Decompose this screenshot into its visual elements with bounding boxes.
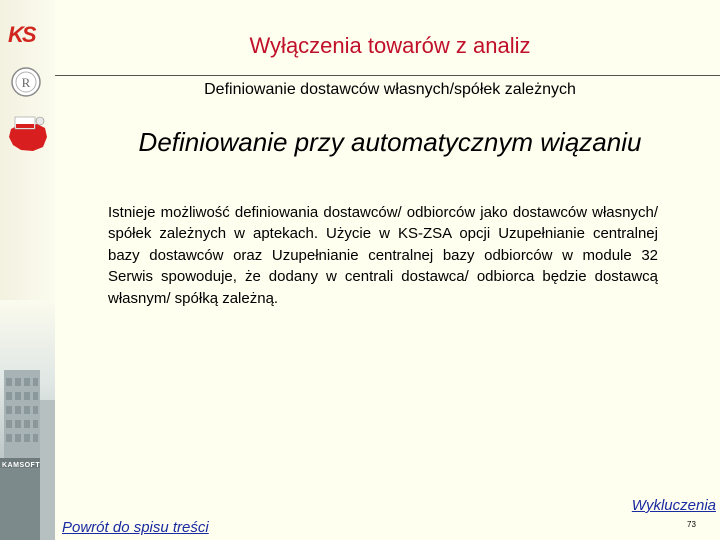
ks-logo: KS bbox=[8, 22, 35, 47]
office-building-image bbox=[0, 300, 55, 540]
body-text: Istnieje możliwość definiowania dostawców/ odbiorców jako dostawców własnych/ spółek zależnych w aptekach. Użycie w KS-ZSA opcji Uzupełnianie centralnej bazy dostawców oraz Uzupełnianie centralnej bazy odbiorców w module 32 Serwis spowoduje, że dodany w centrali dostawca/ odbiorca będzie dostawcą własnym/ spółką zależną. bbox=[108, 204, 658, 307]
slide-subtitle: Definiowanie dostawców własnych/spółek zależnych bbox=[204, 81, 576, 98]
kamsoft-label: KAMSOFT bbox=[2, 462, 41, 469]
section-heading: Definiowanie przy automatycznym wiązaniu bbox=[138, 127, 642, 157]
title-divider bbox=[55, 75, 720, 76]
back-to-toc-link[interactable]: Powrót do spisu treści bbox=[62, 519, 209, 536]
slide-title: Wyłączenia towarów z analiz bbox=[249, 33, 531, 58]
svg-text:R: R bbox=[21, 75, 31, 90]
registered-seal-icon bbox=[11, 67, 41, 97]
sidebar bbox=[0, 0, 55, 540]
page-number: 73 bbox=[687, 520, 696, 529]
poland-map-award-icon bbox=[7, 115, 49, 153]
exclusions-link[interactable]: Wykluczenia bbox=[631, 497, 716, 514]
